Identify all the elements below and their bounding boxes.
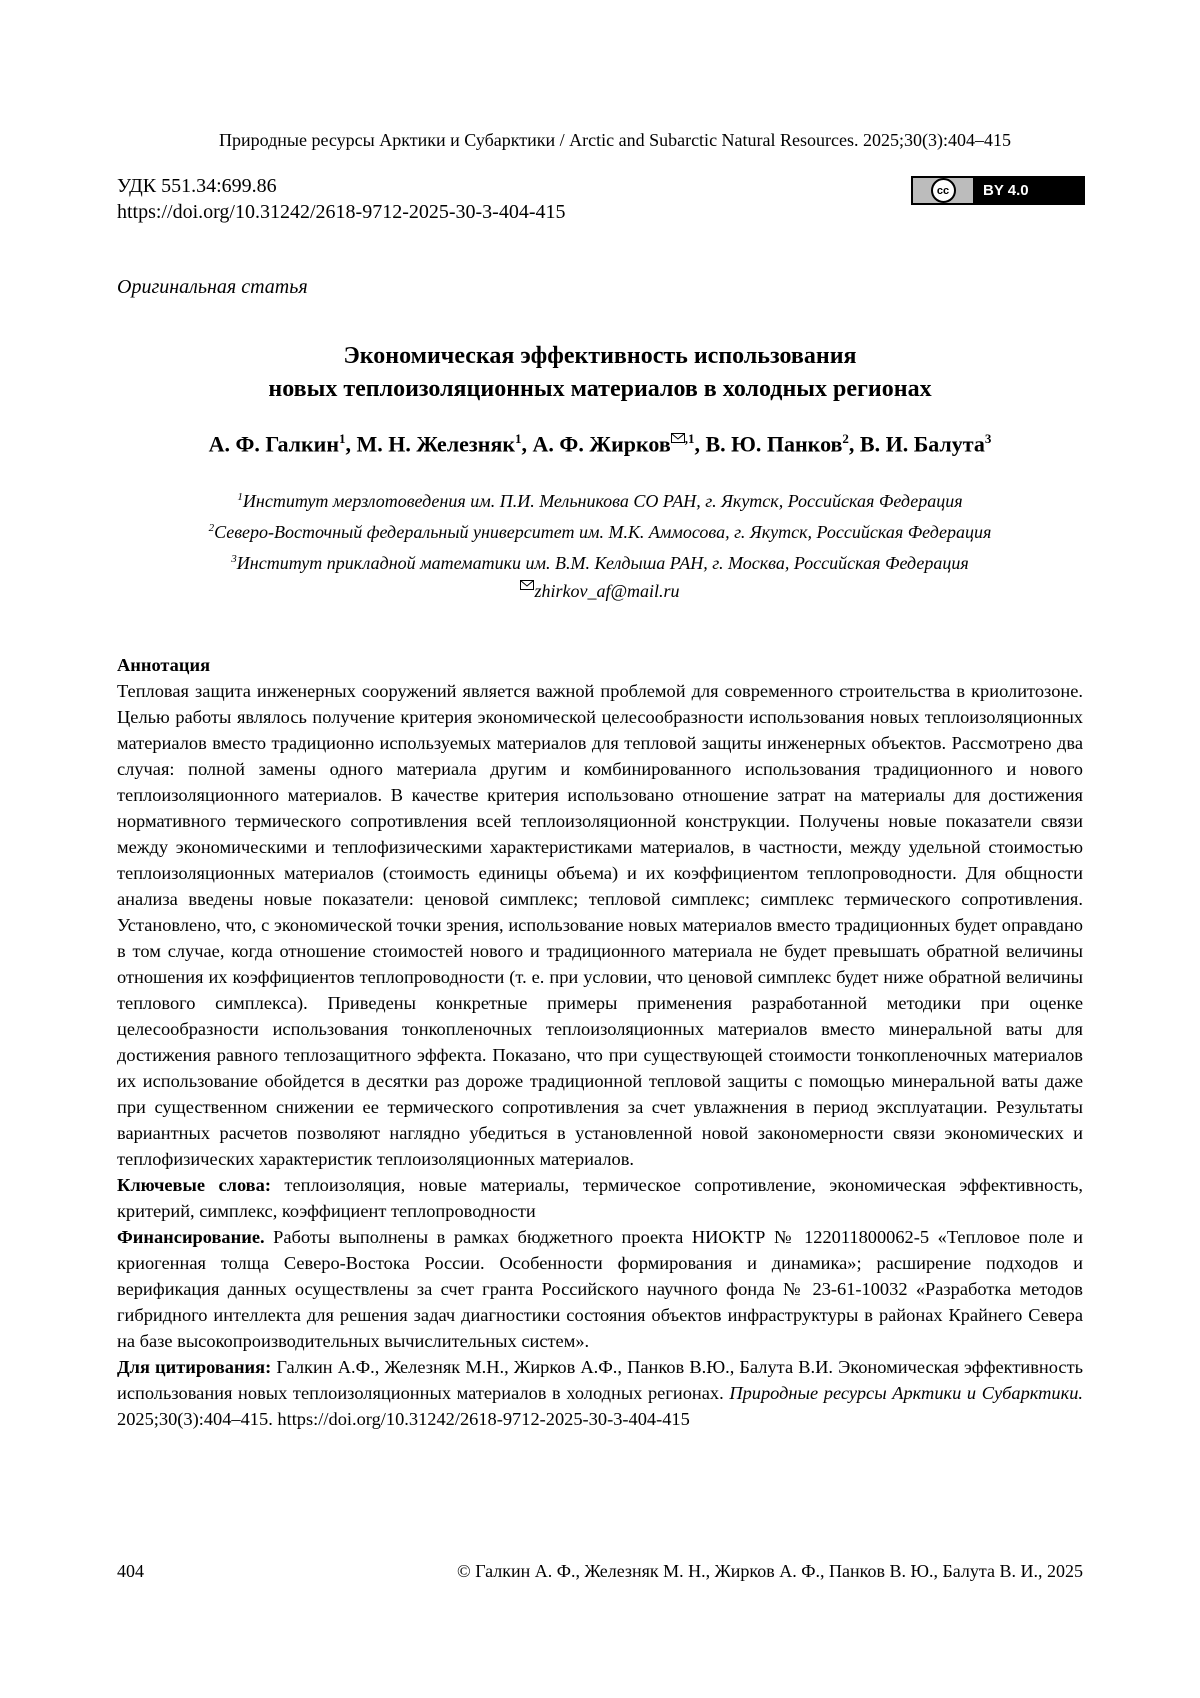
affiliation-item bbox=[0, 515, 1200, 546]
doi-link[interactable]: https://doi.org/10.31242/2618-9712-2025-30-3-404-415 bbox=[117, 201, 566, 223]
citation-heading: Для цитирования: bbox=[117, 1357, 272, 1377]
article-title bbox=[0, 340, 1200, 406]
citation-text: Галкин А.Ф., Железняк М.Н., Жирков А.Ф., Панков В.Ю., Балута В.И. Экономическая эффективность использования новых теплоизоляционных материалов в холодных регионах. bbox=[117, 1357, 1084, 1403]
authors-line: А. Ф. Галкин$^1$, М. Н. Железняк$^1$, А. Ф. Жирков $^{,1}$, В. Ю. Панков$^2$, В. И. Балута$^3$ bbox=[208, 431, 992, 457]
license-label: BY 4.0 bbox=[983, 182, 1029, 199]
citation-paragraph bbox=[117, 1354, 1083, 1432]
mail-icon bbox=[520, 580, 534, 590]
affiliation-sup: 1 bbox=[237, 491, 243, 503]
affiliation-text: Северо-Восточный федеральный университет им. М.К. Аммосова, г. Якутск, Российская Федерация bbox=[214, 522, 992, 542]
email-line bbox=[0, 580, 1200, 602]
affiliation-text: Институт мерзлотоведения им. П.И. Мельникова СО РАН, г. Якутск, Российская Федерация bbox=[242, 491, 963, 511]
udc-doi-block bbox=[117, 173, 566, 225]
author-sup: 3 bbox=[984, 431, 992, 446]
abstract-heading: Аннотация bbox=[117, 655, 211, 675]
citation-journal: Природные ресурсы Арктики и Субарктики. bbox=[729, 1383, 1084, 1403]
keywords-heading: Ключевые слова: bbox=[117, 1175, 271, 1195]
author-sup: 2 bbox=[842, 431, 849, 446]
cc-license-badge[interactable] bbox=[911, 176, 1085, 205]
journal-header: Природные ресурсы Арктики и Субарктики / Arctic and Subarctic Natural Resources. 2025;30(3):404–415 bbox=[218, 130, 1011, 150]
funding-heading: Финансирование. bbox=[117, 1227, 265, 1247]
affiliation-sup: 3 bbox=[231, 553, 237, 565]
author-sup: 1 bbox=[339, 431, 346, 446]
abstract-section bbox=[117, 652, 1083, 1432]
author-sup: 1 bbox=[515, 431, 522, 446]
affiliation-item bbox=[0, 546, 1200, 577]
keywords-paragraph bbox=[117, 1172, 1083, 1224]
udc-code: УДК 551.34:699.86 bbox=[117, 175, 277, 197]
page-number: 404 bbox=[117, 1561, 144, 1581]
affiliation-item bbox=[0, 484, 1200, 515]
article-type: Оригинальная статья bbox=[117, 276, 308, 298]
citation-text-after: 2025;30(3):404–415. https://doi.org/10.31242/2618-9712-2025-30-3-404-415 bbox=[117, 1409, 690, 1429]
author-name: В. И. Балута bbox=[859, 431, 985, 457]
funding-paragraph bbox=[117, 1224, 1083, 1354]
email-link[interactable]: zhirkov_af@mail.ru bbox=[534, 581, 680, 601]
funding-text: Работы выполнены в рамках бюджетного проекта НИОКТР № 122011800062-5 «Тепловое поле и криогенная толща Северо-Востока России. Особенности формирования и динамика»; расширение подходов и верификация данных осуществлены за счет гранта Российского научного фонда № 23-61-10032 «Разработка методов гибридного интеллекта для решения задач диагностики состояния объектов инфраструктуры в районах Крайнего Севера на базе высокопроизводительных вычислительных систем». bbox=[117, 1227, 1083, 1351]
author-name: М. Н. Железняк bbox=[356, 431, 516, 457]
cc-logo bbox=[913, 178, 973, 203]
copyright: © Галкин А. Ф., Железняк М. Н., Жирков А. Ф., Панков В. Ю., Балута В. И., 2025 bbox=[457, 1561, 1083, 1581]
title-line-1: Экономическая эффективность использования bbox=[343, 343, 857, 369]
affiliation-sup: 2 bbox=[208, 522, 215, 534]
abstract-text: Тепловая защита инженерных сооружений является важной проблемой для современного строительства в криолитозоне. Целью работы являлось получение критерия экономической целесообразности использования новых теплоизоляционных материалов вместо традиционно используемых материалов для тепловой защиты инженерных объектов. Рассмотрено два случая: полной замены одного материала другим и комбинированного использования традиционного и нового теплоизоляционного материалов. В качестве критерия использовано отношение затрат на материалы для достижения нормативного термического сопротивления всей теплоизоляционной конструкции. Получены новые показатели связи между экономическими и теплофизическими характеристиками материалов, в частности, между удельной стоимостью теплоизоляционных материалов (стоимость единицы объема) и их коэффициентом теплопроводности. Для общности анализа введены новые показатели: ценовой симплекс; тепловой симплекс; симплекс термического сопротивления. Установлено, что, с экономической точки зрения, использование новых материалов вместо традиционных будет оправдано в том случае, когда отношение стоимостей нового и традиционного материала не будет превышать обратной величины отношения их коэффициентов теплопроводности (т. е. при условии, что ценовой симплекс будет ниже обратной величины теплового симплекса). Приведены конкретные примеры применения разработанной методики при оценке целесообразности использования тонкопленочных теплоизоляционных материалов вместо минеральной ваты для достижения равного теплозащитного эффекта. Показано, что при существующей стоимости тонкопленочных материалов их использование обойдется в десятки раз дороже традиционной тепловой защиты с помощью минеральной ваты даже при существенном снижении ее термического сопротивления за счет увлажнения в период эксплуатации. Результаты вариантных расчетов позволяют наглядно убедиться в установленной новой закономерности связи экономических и теплофизических характеристик теплоизоляционных материалов. bbox=[117, 681, 1083, 1169]
keywords-text: теплоизоляция, новые материалы, термическое сопротивление, экономическая эффективность, критерий, симплекс, коэффициент теплопроводности bbox=[117, 1175, 1083, 1221]
author-name: А. Ф. Жирков bbox=[532, 431, 671, 457]
author-name: В. Ю. Панков bbox=[705, 431, 843, 457]
mail-icon bbox=[671, 433, 685, 443]
author-sup: ,1 bbox=[684, 431, 695, 446]
affiliation-text: Институт прикладной математики им. В.М. Келдыша РАН, г. Москва, Российская Федерация bbox=[236, 553, 969, 573]
affiliations bbox=[0, 484, 1200, 577]
page-footer bbox=[117, 1561, 1083, 1582]
author-name: А. Ф. Галкин bbox=[208, 431, 340, 457]
cc-icon: cc bbox=[931, 178, 956, 203]
title-line-2: новых теплоизоляционных материалов в холодных регионах bbox=[268, 376, 932, 402]
